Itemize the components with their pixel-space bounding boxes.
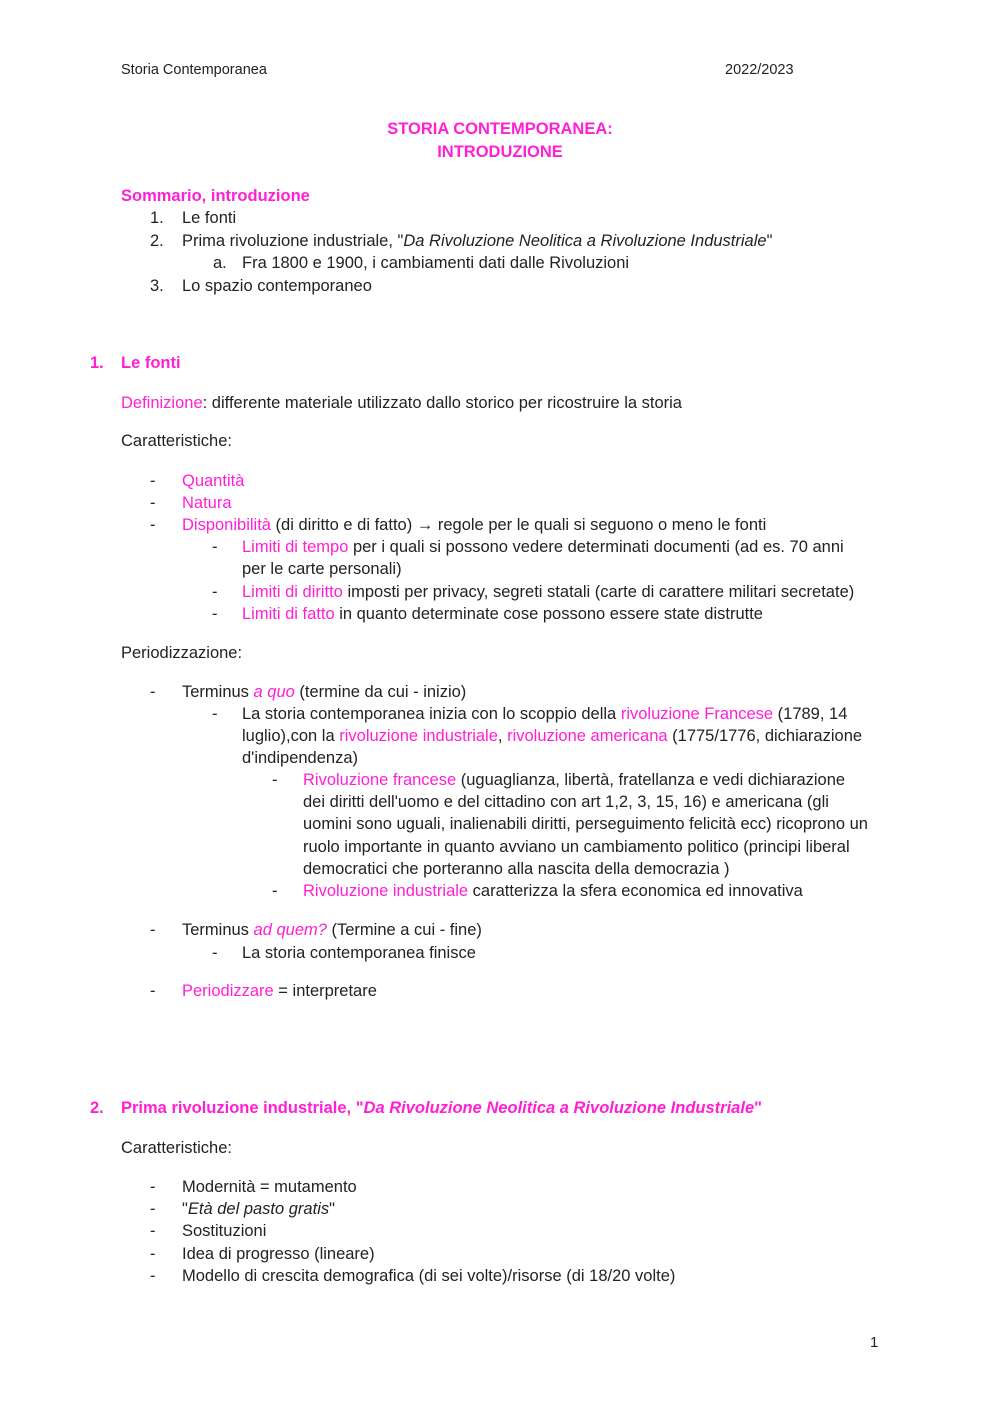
summary-heading: Sommario, introduzione bbox=[121, 187, 310, 205]
sub-bullet-dash: - bbox=[212, 538, 218, 556]
bullet-dash: - bbox=[150, 494, 156, 512]
sub-limiti-tempo: Limiti di tempo per i quali si possono vedere determinati documenti (ad es. 70 anni bbox=[242, 538, 844, 556]
bullet-dash: - bbox=[150, 1178, 156, 1196]
quo-sub-line2: luglio),con la rivoluzione industriale, rivoluzione americana (1775/1776, dichiarazione bbox=[242, 727, 863, 745]
sub-limiti-fatto: Limiti di fatto in quanto determinate cose possono essere state distrutte bbox=[242, 605, 763, 623]
sub-bullet-dash: - bbox=[212, 944, 218, 962]
terminus-a-quo: Terminus a quo (termine da cui - inizio) bbox=[182, 683, 467, 701]
quem-sub: La storia contemporanea finisce bbox=[242, 944, 476, 962]
bullet-quantita: Quantità bbox=[182, 472, 245, 490]
s2-bullet-4: Idea di progresso (lineare) bbox=[182, 1245, 375, 1263]
bullet-dash: - bbox=[150, 921, 156, 939]
sub-sub-bullet-dash: - bbox=[272, 882, 278, 900]
s2-bullet-2: "Età del pasto gratis" bbox=[182, 1200, 335, 1218]
section2-characteristics-label: Caratteristiche: bbox=[121, 1139, 232, 1157]
summary-num-2a: a. bbox=[213, 254, 227, 272]
definition-line: Definizione: differente materiale utilizzato dallo storico per ricostruire la storia bbox=[121, 394, 682, 412]
bullet-disponibilita: Disponibilità (di diritto e di fatto) → regole per le quali si seguono o meno le fonti bbox=[182, 516, 767, 534]
sub-limiti-tempo-cont: per le carte personali) bbox=[242, 560, 402, 578]
summary-num-2: 2. bbox=[150, 232, 164, 250]
summary-item-2a: Fra 1800 e 1900, i cambiamenti dati dalle Rivoluzioni bbox=[242, 254, 630, 272]
section2-number: 2. bbox=[90, 1099, 104, 1117]
bullet-dash: - bbox=[150, 516, 156, 534]
section2-heading: Prima rivoluzione industriale, "Da Rivoluzione Neolitica a Rivoluzione Industriale" bbox=[121, 1099, 762, 1117]
rf-line5: democratici che porteranno alla nascita della democrazia ) bbox=[303, 860, 730, 878]
page-number: 1 bbox=[870, 1334, 879, 1351]
summary-item-3: Lo spazio contemporaneo bbox=[182, 277, 372, 295]
quo-sub-line1: La storia contemporanea inizia con lo scoppio della rivoluzione Francese (1789, 14 bbox=[242, 705, 848, 723]
quo-sub-line3: d'indipendenza) bbox=[242, 749, 358, 767]
characteristics-label: Caratteristiche: bbox=[121, 432, 232, 450]
rf-line4: ruolo importante in quanto avviano un cambiamento politico (principi liberal bbox=[303, 838, 850, 856]
summary-num-1: 1. bbox=[150, 209, 164, 227]
bullet-dash: - bbox=[150, 1245, 156, 1263]
bullet-dash: - bbox=[150, 1222, 156, 1240]
doc-title-line1: STORIA CONTEMPORANEA: bbox=[387, 120, 613, 138]
s2-bullet-5: Modello di crescita demografica (di sei volte)/risorse (di 18/20 volte) bbox=[182, 1267, 676, 1285]
bullet-dash: - bbox=[150, 1200, 156, 1218]
s2-bullet-1: Modernità = mutamento bbox=[182, 1178, 357, 1196]
summary-item-1: Le fonti bbox=[182, 209, 237, 227]
header-right: 2022/2023 bbox=[725, 62, 794, 78]
sub-bullet-dash: - bbox=[212, 605, 218, 623]
bullet-dash: - bbox=[150, 683, 156, 701]
s2-bullet-3: Sostituzioni bbox=[182, 1222, 267, 1240]
header-left: Storia Contemporanea bbox=[121, 62, 267, 78]
bullet-dash: - bbox=[150, 472, 156, 490]
terminus-ad-quem: Terminus ad quem? (Termine a cui - fine) bbox=[182, 921, 482, 939]
summary-num-3: 3. bbox=[150, 277, 164, 295]
periodization-label: Periodizzazione: bbox=[121, 644, 243, 662]
rf-line1: Rivoluzione francese (uguaglianza, libertà, fratellanza e vedi dichiarazione bbox=[303, 771, 846, 789]
section1-number: 1. bbox=[90, 354, 104, 372]
summary-item-2: Prima rivoluzione industriale, "Da Rivoluzione Neolitica a Rivoluzione Industriale" bbox=[182, 232, 773, 250]
sub-sub-bullet-dash: - bbox=[272, 771, 278, 789]
bullet-dash: - bbox=[150, 982, 156, 1000]
periodizzare-line: Periodizzare = interpretare bbox=[182, 982, 377, 1000]
section1-heading: Le fonti bbox=[121, 354, 181, 372]
ri-line: Rivoluzione industriale caratterizza la sfera economica ed innovativa bbox=[303, 882, 803, 900]
rf-line2: dei diritti dell'uomo e del cittadino con art 1,2, 3, 15, 16) e americana (gli bbox=[303, 793, 829, 811]
sub-bullet-dash: - bbox=[212, 705, 218, 723]
bullet-dash: - bbox=[150, 1267, 156, 1285]
doc-title-line2: INTRODUZIONE bbox=[437, 143, 563, 161]
sub-bullet-dash: - bbox=[212, 583, 218, 601]
bullet-natura: Natura bbox=[182, 494, 232, 512]
rf-line3: uomini sono uguali, inalienabili diritti, perseguimento felicità ecc) ricoprono un bbox=[303, 815, 868, 833]
sub-limiti-diritto: Limiti di diritto imposti per privacy, segreti statali (carte di carattere militari secretate) bbox=[242, 583, 855, 601]
